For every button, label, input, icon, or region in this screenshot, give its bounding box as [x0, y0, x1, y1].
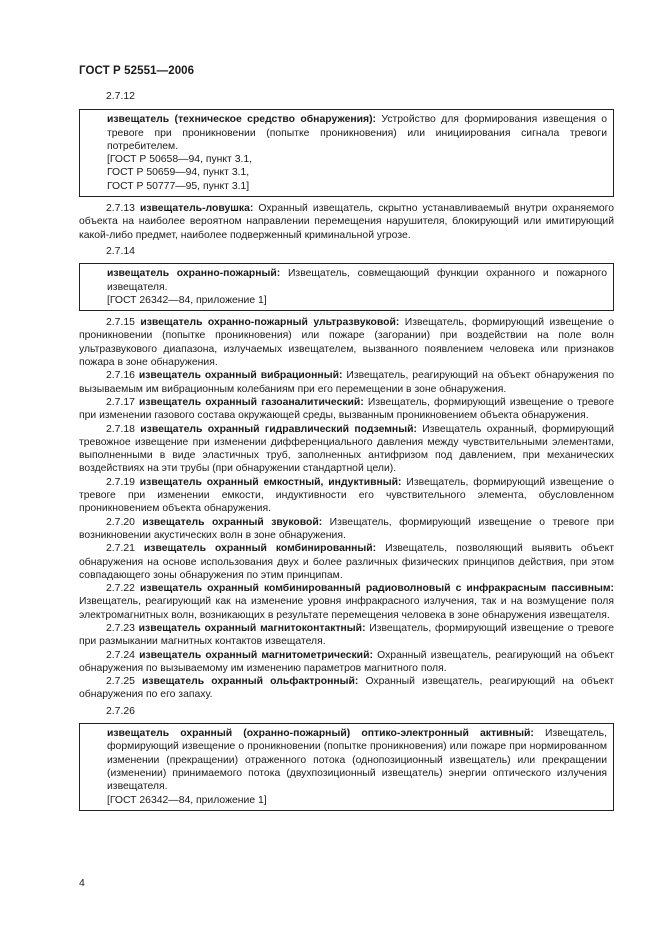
definition-box-2-7-26: [79, 723, 614, 811]
definition: Охранный извещатель, реагирующий на объект обнаружения по вызываемому им изменению параметров магнитного поля.: [79, 649, 615, 674]
definition-box-2-7-14: [79, 263, 614, 311]
term: извещатель охранный емкостный, индуктивный:: [139, 476, 402, 488]
definition: Охранный извещатель, реагирующий на объект обнаружения по его запаху.: [79, 676, 614, 701]
term: извещатель охранный комбинированный радиоволновый с инфракрасным пассивным:: [139, 583, 614, 595]
clause-number: 2.7.25: [106, 676, 135, 688]
clause-number: 2.7.21: [106, 543, 135, 555]
clause-2-7-19: [79, 476, 614, 516]
definition-text: [107, 113, 607, 153]
definition: Извещатель, формирующий извещение о тревоге при изменении емкости, индуктивности его чувствительного элемента, обусловленном проникновением объекта обнаружения.: [79, 476, 614, 515]
clause-2-7-24: [79, 649, 614, 676]
clause-2-7-15: [79, 316, 614, 369]
definition: Устройство для формирования извещения о тревоге при проникновении (попытке проникновения) или инициирования сигнала тревоги потребителем.: [107, 114, 607, 152]
term: извещатель охранный вибрационный:: [138, 370, 343, 382]
term: извещатель (техническое средство обнаружения):: [107, 114, 377, 126]
term: извещатель охранно-пожарный ультразвуковой:: [140, 317, 400, 329]
clause-number: 2.7.12: [106, 91, 135, 102]
definition-box-2-7-12: [79, 109, 614, 197]
document-body: [79, 90, 614, 816]
term: извещатель охранный (охранно-пожарный) оптико-электронный активный:: [107, 728, 534, 740]
clause-number: 2.7.13: [106, 203, 135, 215]
definition: Извещатель, позволяющий выявить объект обнаружения на основе использования двух и более различных физических принципов действия, при этом совпадающего зоны обнаружения по этим принципам.: [79, 543, 614, 581]
term: извещатель охранный ольфактронный:: [142, 676, 359, 688]
clause-number: 2.7.23: [106, 622, 135, 634]
clause-2-7-25: [79, 675, 614, 702]
term: извещатель охранно-пожарный:: [107, 268, 281, 280]
clause-2-7-18: [79, 423, 614, 476]
clause-2-7-17: [79, 396, 614, 423]
term: извещатель охранный комбинированный:: [143, 543, 377, 555]
clause-number: 2.7.22: [106, 583, 135, 595]
clause-2-7-22: [79, 582, 614, 622]
definition: Извещатель, формирующий извещение о тревоге при размыкании магнитных контактов извещателя.: [79, 622, 614, 648]
reference-line: ГОСТ Р 50777—95, пункт 3.1]: [107, 180, 250, 192]
reference-line: [ГОСТ 26342—84, приложение 1]: [107, 294, 267, 306]
definition: Извещатель, реагирующий на объект обнаружения по вызываемым им вибрационным колебаниям при его перемещении в зоне обнаружения.: [79, 370, 615, 395]
definition-text: [107, 727, 607, 793]
definition: Извещатель, реагирующий как на изменение уровня инфракрасного излучения, так и на возмущение поля электромагнитных волн, возникающих в результате перемещения человека в зоне обнаружения извещателя.: [79, 596, 614, 621]
clause-number: 2.7.15: [106, 317, 135, 329]
term: извещатель охранный звуковой:: [142, 516, 323, 528]
clause-number: 2.7.17: [106, 396, 135, 408]
clause-2-7-20: [79, 516, 614, 543]
reference-line: ГОСТ Р 50659—94, пункт 3.1,: [107, 167, 250, 179]
reference-line: [ГОСТ Р 50658—94, пункт 3.1,: [107, 154, 253, 166]
clause-2-7-16: [79, 369, 614, 396]
page-number: 4: [79, 878, 85, 889]
definition: Извещатель, формирующий извещение о проникновении (попытке проникновения) или пожаре при нормированном изменении (прекращении) отраженного потока (однопозиционный извещатель) или прекращении (изменении) принимаемого потока (двухпозиционный извещатель) энергии оптического излучения извещателя.: [107, 728, 607, 793]
document-header: ГОСТ Р 52551—2006: [79, 65, 195, 77]
definition: Извещатель, формирующий извещение о тревоге при возникновении акустических волн в зоне обнаружения.: [79, 516, 614, 541]
definition: Охранный извещатель, скрытно устанавливаемый внутри охраняемого объекта на наиболее вероятном направлении перемещения нарушителя, блокирующий или имитирующий какой-либо предмет, наиболее подверженный криминальной угрозе.: [79, 203, 615, 241]
clause-number: 2.7.18: [106, 423, 135, 435]
definition: Извещатель, совмещающий функции охранного и пожарного извещателя.: [107, 268, 607, 293]
clause-number: 2.7.24: [106, 649, 135, 661]
clause-number: 2.7.20: [106, 516, 135, 528]
clause-number: 2.7.16: [106, 370, 135, 382]
definition: Извещатель, формирующий извещение о проникновении (попытке проникновения) или пожаре (загорании) при воздействии на поле волн ультразвукового диапазона, излучаемых извещателем, вызванного появлением человека или признаков пожара в зоне обнаружения.: [79, 317, 614, 369]
clause-2-7-13: [79, 202, 614, 242]
clause-number: 2.7.19: [106, 476, 135, 488]
term: извещатель охранный газоаналитический:: [139, 396, 364, 408]
clause-number: 2.7.14: [106, 245, 135, 257]
term: извещатель охранный магнитоконтактный:: [138, 622, 366, 634]
term: извещатель охранный гидравлический подземный:: [140, 423, 417, 435]
term: извещатель охранный магнитометрический:: [139, 649, 373, 661]
term: извещатель-ловушка:: [139, 203, 254, 215]
definition: Извещатель, формирующий извещение о тревоге при изменении газового состава окружающей среды, вызванным проникновением объекта обнаружения.: [79, 396, 614, 422]
clause-number: 2.7.26: [106, 705, 135, 717]
definition-text: [107, 267, 607, 294]
clause-2-7-23: [79, 622, 614, 649]
reference-line: [ГОСТ 26342—84, приложение 1]: [107, 794, 267, 806]
definition: Извещатель охранный, формирующий тревожное извещение при изменении дифференциального давления между чувствительными элементами, выполненными в виде эластичных труб, заполненных антифризом под давлением, при механических воздействиях на эти трубы (при обнаружении стандартной цели).: [79, 423, 615, 475]
clause-2-7-21: [79, 542, 614, 582]
